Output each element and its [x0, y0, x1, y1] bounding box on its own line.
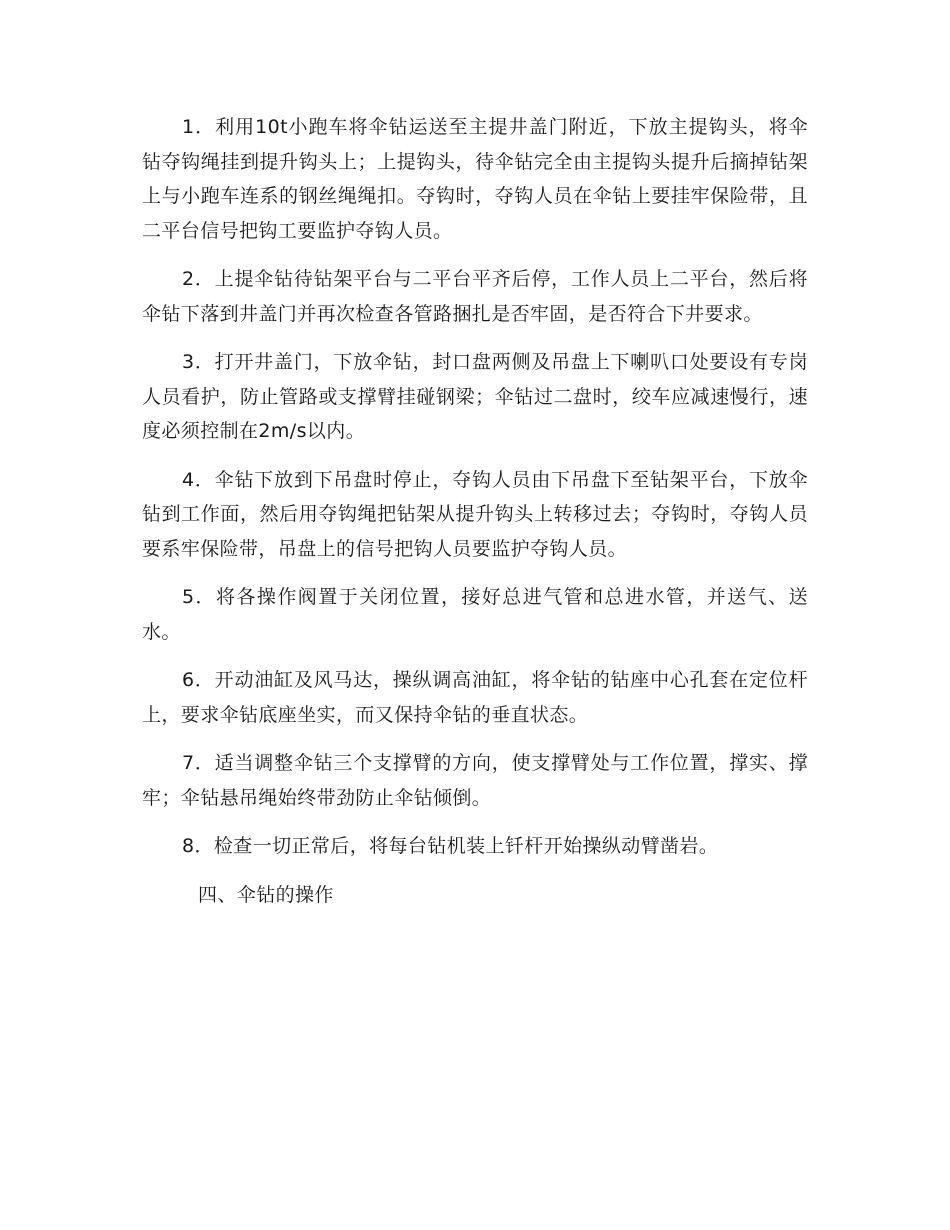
paragraph-step-1: 1．利用10t小跑车将伞钻运送至主提井盖门附近，下放主提钩头，将伞钻夺钩绳挂到提升钩头上；上提钩头，待伞钻完全由主提钩头提升后摘掉钻架上与小跑车连系的钢丝绳绳扣。夺钩时，夺钩人员在伞钻上要挂牢保险带，且二平台信号把钩工要监护夺钩人员。	[142, 116, 808, 242]
paragraph-step-6: 6．开动油缸及风马达，操纵调高油缸，将伞钻的钻座中心孔套在定位杆上，要求伞钻底座坐实，而又保持伞钻的垂直状态。	[142, 669, 808, 726]
paragraph-step-5: 5．将各操作阀置于关闭位置，接好总进气管和总进水管，并送气、送水。	[142, 586, 808, 643]
section-heading: 四、伞钻的操作	[198, 883, 334, 906]
paragraph-step-8: 8．检查一切正常后，将每台钻机装上钎杆开始操纵动臂凿岩。	[182, 835, 719, 857]
paragraph-step-4: 4．伞钻下放到下吊盘时停止，夺钩人员由下吊盘下至钻架平台，下放伞钻到工作面，然后用夺钩绳把钻架从提升钩头上转移过去；夺钩时，夺钩人员要系牢保险带，吊盘上的信号把钩人员要监护夺钩人员。	[142, 468, 808, 560]
paragraph-step-7: 7．适当调整伞钻三个支撑臂的方向，使支撑臂处与工作位置，撑实、撑牢；伞钻悬吊绳始终带劲防止伞钻倾倒。	[142, 752, 808, 809]
document-body	[142, 110, 808, 912]
paragraph-step-2: 2．上提伞钻待钻架平台与二平台平齐后停，工作人员上二平台，然后将伞钻下落到井盖门并再次检查各管路捆扎是否牢固，是否符合下井要求。	[142, 268, 808, 325]
paragraph-step-3: 3．打开井盖门，下放伞钻，封口盘两侧及吊盘上下喇叭口处要设有专岗人员看护，防止管路或支撑臂挂碰钢梁；伞钻过二盘时，绞车应减速慢行，速度必须控制在2m/s以内。	[142, 351, 808, 442]
